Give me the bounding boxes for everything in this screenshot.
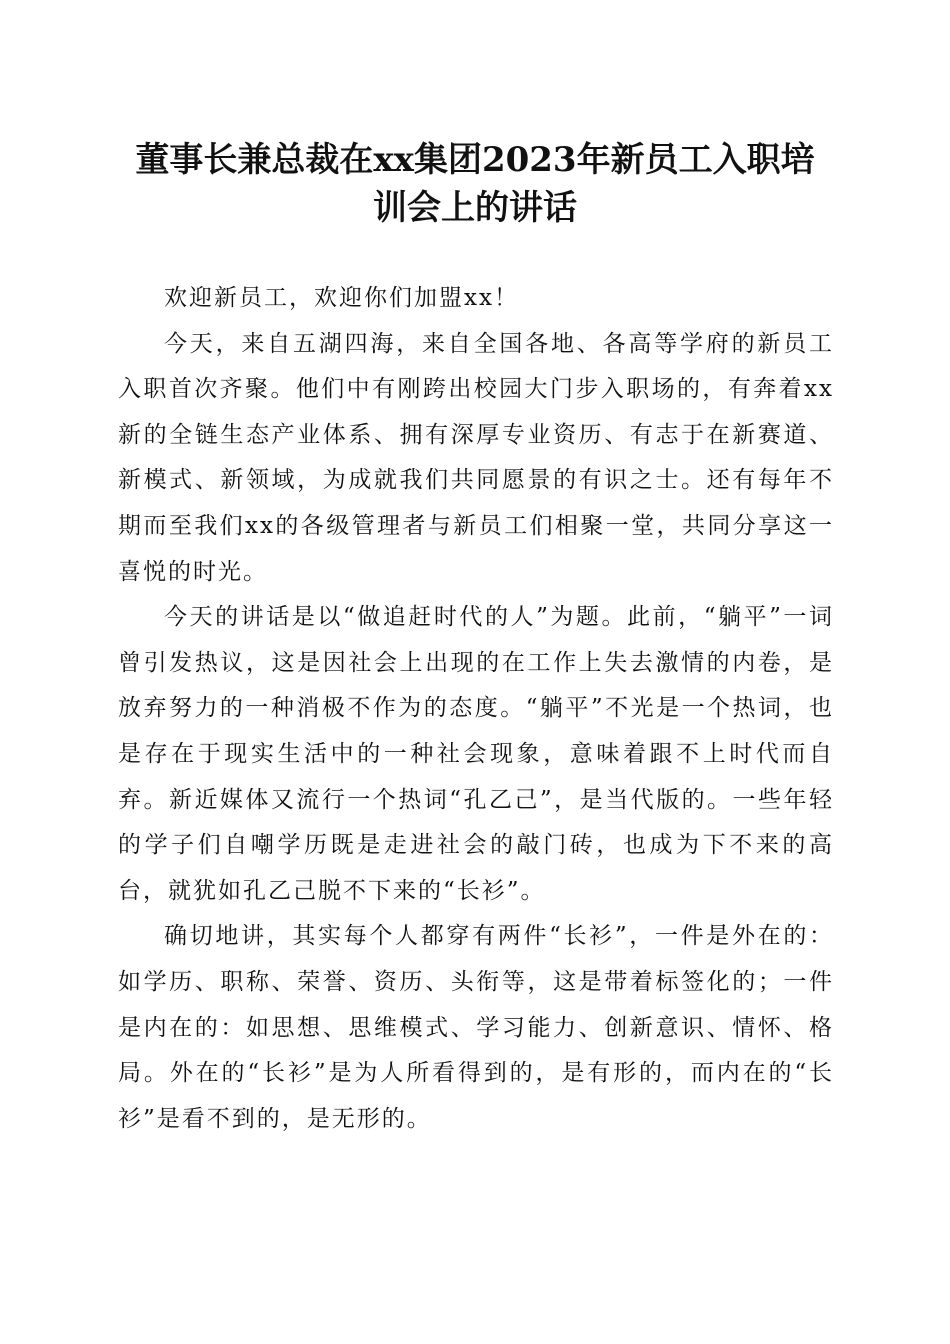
paragraph-welcome: 欢迎新员工，欢迎你们加盟xx！ — [164, 285, 519, 311]
paragraph-theme: 今天的讲话是以“做追赶时代的人”为题。此前，“躺平”一词曾引发热议，这是因社会上出现的在工作上失去激情的内卷，是放弃努力的一种消极不作为的态度。“躺平”不光是一个热词，也是存在于现实生活中的一种社会现象，意味着跟不上时代而自弃。新近媒体又流行一个热词“孔乙己”，是当代版的。一些年轻的学子们自嘲学历既是走进社会的敲门砖，也成为下不来的高台，就犹如孔乙己脱不下来的“长衫”。 — [118, 604, 834, 904]
title-line-1: 董事长兼总裁在xx集团2023年新员工入职培 — [135, 140, 815, 180]
document-title — [110, 136, 840, 232]
document-body — [118, 276, 834, 1142]
title-line-2: 训会上的讲话 — [373, 188, 577, 228]
paragraph-two-robes: 确切地讲，其实每个人都穿有两件“长衫”，一件是外在的：如学历、职称、荣誉、资历、头衔等，这是带着标签化的；一件是内在的：如思想、思维模式、学习能力、创新意识、情怀、格局。外在的“长衫”是为人所看得到的，是有形的，而内在的“长衫”是看不到的，是无形的。 — [118, 923, 834, 1132]
paragraph-gathering: 今天，来自五湖四海，来自全国各地、各高等学府的新员工入职首次齐聚。他们中有刚跨出校园大门步入职场的，有奔着xx新的全链生态产业体系、拥有深厚专业资历、有志于在新赛道、新模式、新领域，为成就我们共同愿景的有识之士。还有每年不期而至我们xx的各级管理者与新员工们相聚一堂，共同分享这一喜悦的时光。 — [118, 330, 834, 585]
